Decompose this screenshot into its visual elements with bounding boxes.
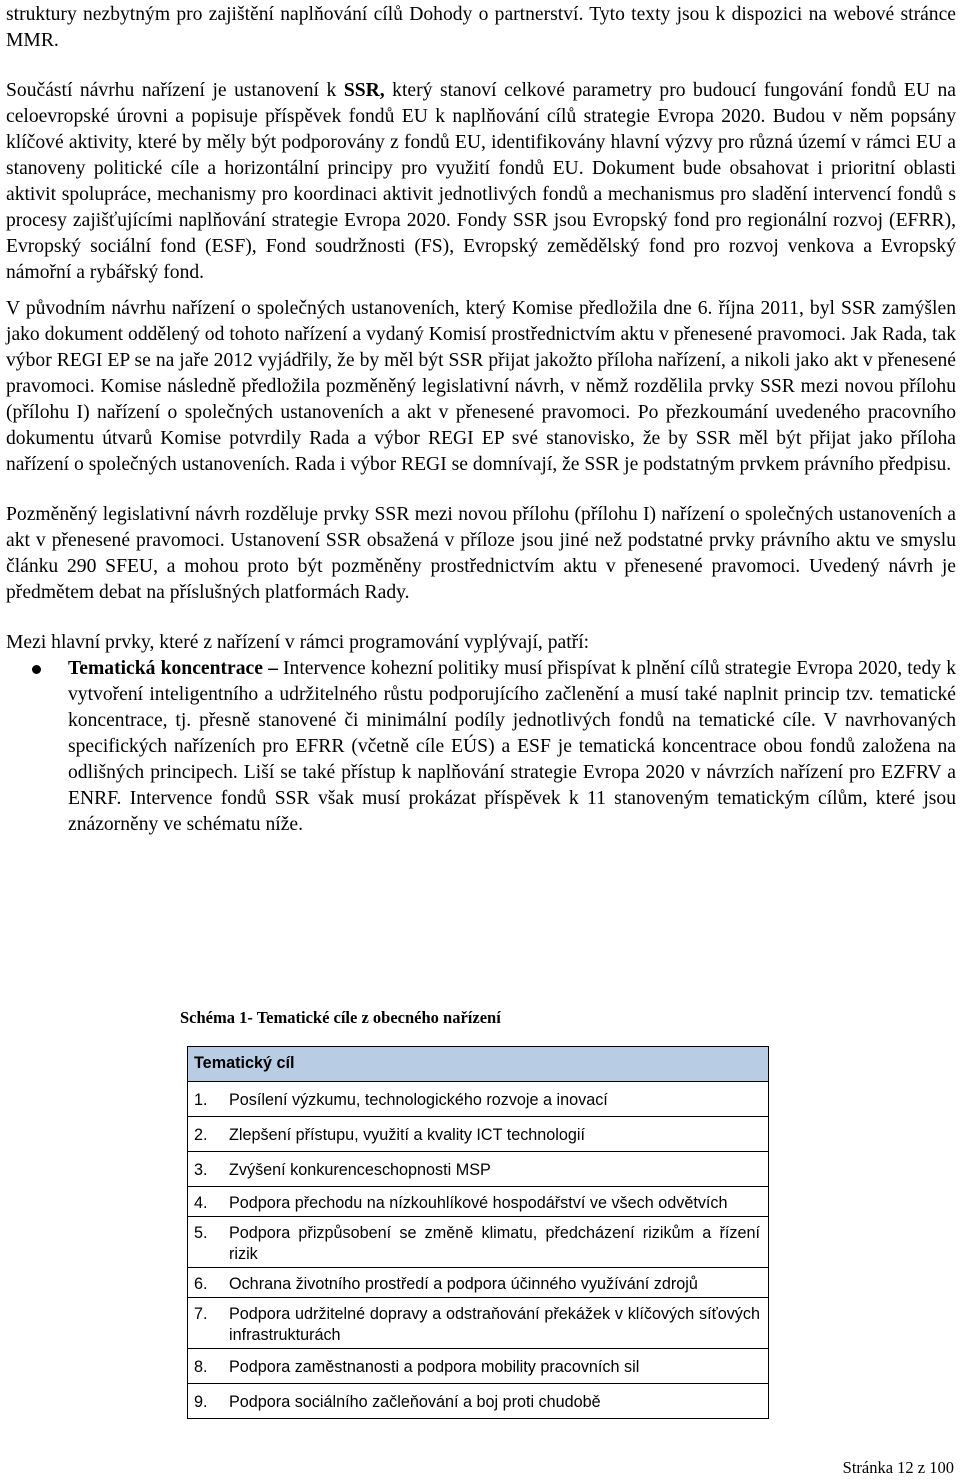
paragraph-5: Mezi hlavní prvky, které z nařízení v rámci programování vyplývají, patří: [6, 632, 590, 653]
row-number: 5. [194, 1224, 208, 1242]
document-page [6, 0, 956, 838]
page-label: Stránka [842, 1458, 894, 1477]
row-number: 7. [194, 1305, 208, 1323]
table-row [188, 1187, 769, 1217]
row-number: 2. [194, 1126, 208, 1144]
paragraph-3: V původním návrhu nařízení o společných ustanoveních, který Komise předložila dne 6. října 2011, byl SSR zamýšlen jako dokument oddělený od tohoto nařízení a vydaný Komisí prostřednictvím aktu v přenesené pravomoci. Jak Rada, tak výbor REGI EP se na jaře 2012 vyjádřily, že by měl být SSR přijat jakožto příloha nařízení, a nikoli jako akt v přenesené pravomoci. Komise následně předložila pozměněný legislativní návrh, v němž rozdělila prvky SSR mezi novou přílohu (přílohu I) nařízení o společných ustanoveních a akt v přenesené pravomoci. Po přezkoumání uvedeného pracovního dokumentu útvarů Komise potvrdily Rada a výbor REGI EP své stanovisko, že by SSR měl být přijat jako příloha nařízení o společných ustanoveních. Rada i výbor REGI se domnívají, že SSR je podstatným prvkem právního předpisu. [6, 298, 956, 475]
schema-caption: Schéma 1- Tematické cíle z obecného nařízení [180, 1008, 501, 1027]
row-text: Ochrana životního prostředí a podpora účinného využívání zdrojů [229, 1275, 698, 1293]
row-number: 6. [194, 1275, 208, 1293]
row-text: Podpora zaměstnanosti a podpora mobility pracovních sil [229, 1358, 640, 1376]
row-text: Zvýšení konkurenceschopnosti MSP [229, 1161, 491, 1179]
row-number: 8. [194, 1358, 208, 1376]
row-number: 9. [194, 1393, 208, 1411]
page-sep: z [917, 1458, 926, 1477]
row-text: Podpora udržitelné dopravy a odstraňování překážek v klíčových síťových infrastrukturách [229, 1305, 760, 1344]
table-row [188, 1384, 769, 1419]
table-header: Tematický cíl [188, 1047, 769, 1082]
paragraph-1: struktury nezbytným pro zajištění naplňování cílů Dohody o partnerství. Tyto texty jsou k dispozici na webové stránce MMR. [6, 4, 956, 51]
page-current: 12 [897, 1458, 914, 1477]
table-row [188, 1152, 769, 1187]
bullet-text: Intervence kohezní politiky musí přispívat k plnění cílů strategie Evropa 2020, tedy k vytvoření inteligentního a udržitelného růstu podporujícího začlenění a musí také naplnit princip tzv. tematické koncentrace, tj. přesně stanovené či minimální podíly jednotlivých fondů na tematické cíle. V navrhovaných specifických nařízeních pro EFRR (včetně cíle EÚS) a ESF je tematická koncentrace obou fondů založena na odlišných principech. Liší se také přístup k naplňování strategie Evropa 2020 v návrzích nařízení pro EZFRV a ENRF. Intervence fondů SSR však musí prokázat příspěvek k 11 stanoveným tematickým cílům, které jsou znázorněny ve schématu níže. [68, 658, 957, 835]
paragraph-2-start: Součástí návrhu nařízení je ustanovení k [6, 80, 344, 101]
paragraph-2 [6, 78, 956, 286]
table-row [188, 1298, 769, 1349]
table-row [188, 1217, 769, 1268]
bullet-dash: – [262, 658, 284, 679]
page-footer [843, 1458, 954, 1478]
row-number: 4. [194, 1194, 208, 1212]
ssr-term: SSR, [343, 80, 385, 101]
row-text: Zlepšení přístupu, využití a kvality ICT technologií [229, 1126, 585, 1144]
row-text: Podpora sociálního začleňování a boj proti chudobě [229, 1393, 601, 1411]
paragraph-4: Pozměněný legislativní návrh rozděluje prvky SSR mezi novou přílohu (přílohu I) nařízení o společných ustanoveních a akt v přenesené pravomoci. Ustanovení SSR obsažená v příloze jsou jiné než podstatné prvky právního aktu ve smyslu článku 290 SFEU, a mohou proto být pozměněny prostřednictvím aktu v přenesené pravomoci. Uvedený návrh je předmětem debat na příslušných platformách Rady. [6, 504, 956, 603]
row-number: 1. [194, 1091, 208, 1109]
page-total: 100 [929, 1458, 954, 1477]
bullet-list [6, 656, 956, 838]
bullet-term: Tematická koncentrace [68, 658, 263, 679]
row-text: Podpora přizpůsobení se změně klimatu, předcházení rizikům a řízení rizik [229, 1224, 760, 1263]
list-item [6, 656, 956, 838]
row-number: 3. [194, 1161, 208, 1179]
thematic-goals-table [187, 1046, 769, 1419]
table-row [188, 1349, 769, 1384]
paragraph-2-rest: který stanoví celkové parametry pro budoucí fungování fondů EU na celoevropské úrovni a popisuje příspěvek fondů EU k naplňování cílů strategie Evropa 2020. Budou v něm popsány klíčové aktivity, které by měly být podporovány z fondů EU, identifikovány hlavní výzvy pro různá území v rámci EU a stanoveny politické cíle a horizontální principy pro využití fondů EU. Dokument bude obsahovat i prioritní oblasti aktivit spolupráce, mechanismy pro koordinaci aktivit jednotlivých fondů a mechanismus pro sladění intervencí fondů s procesy zajišťujícími naplňování strategie Evropa 2020. Fondy SSR jsou Evropský fond pro regionální rozvoj (EFRR), Evropský sociální fond (ESF), Fond soudržnosti (FS), Evropský zemědělský fond pro rozvoj venkova a Evropský námořní a rybářský fond. [6, 80, 956, 283]
table-row [188, 1082, 769, 1117]
row-text: Podpora přechodu na nízkouhlíkové hospodářství ve všech odvětvích [229, 1194, 728, 1212]
table-row [188, 1268, 769, 1298]
table-row [188, 1117, 769, 1152]
bullet-icon [32, 665, 41, 674]
row-text: Posílení výzkumu, technologického rozvoje a inovací [229, 1091, 608, 1109]
